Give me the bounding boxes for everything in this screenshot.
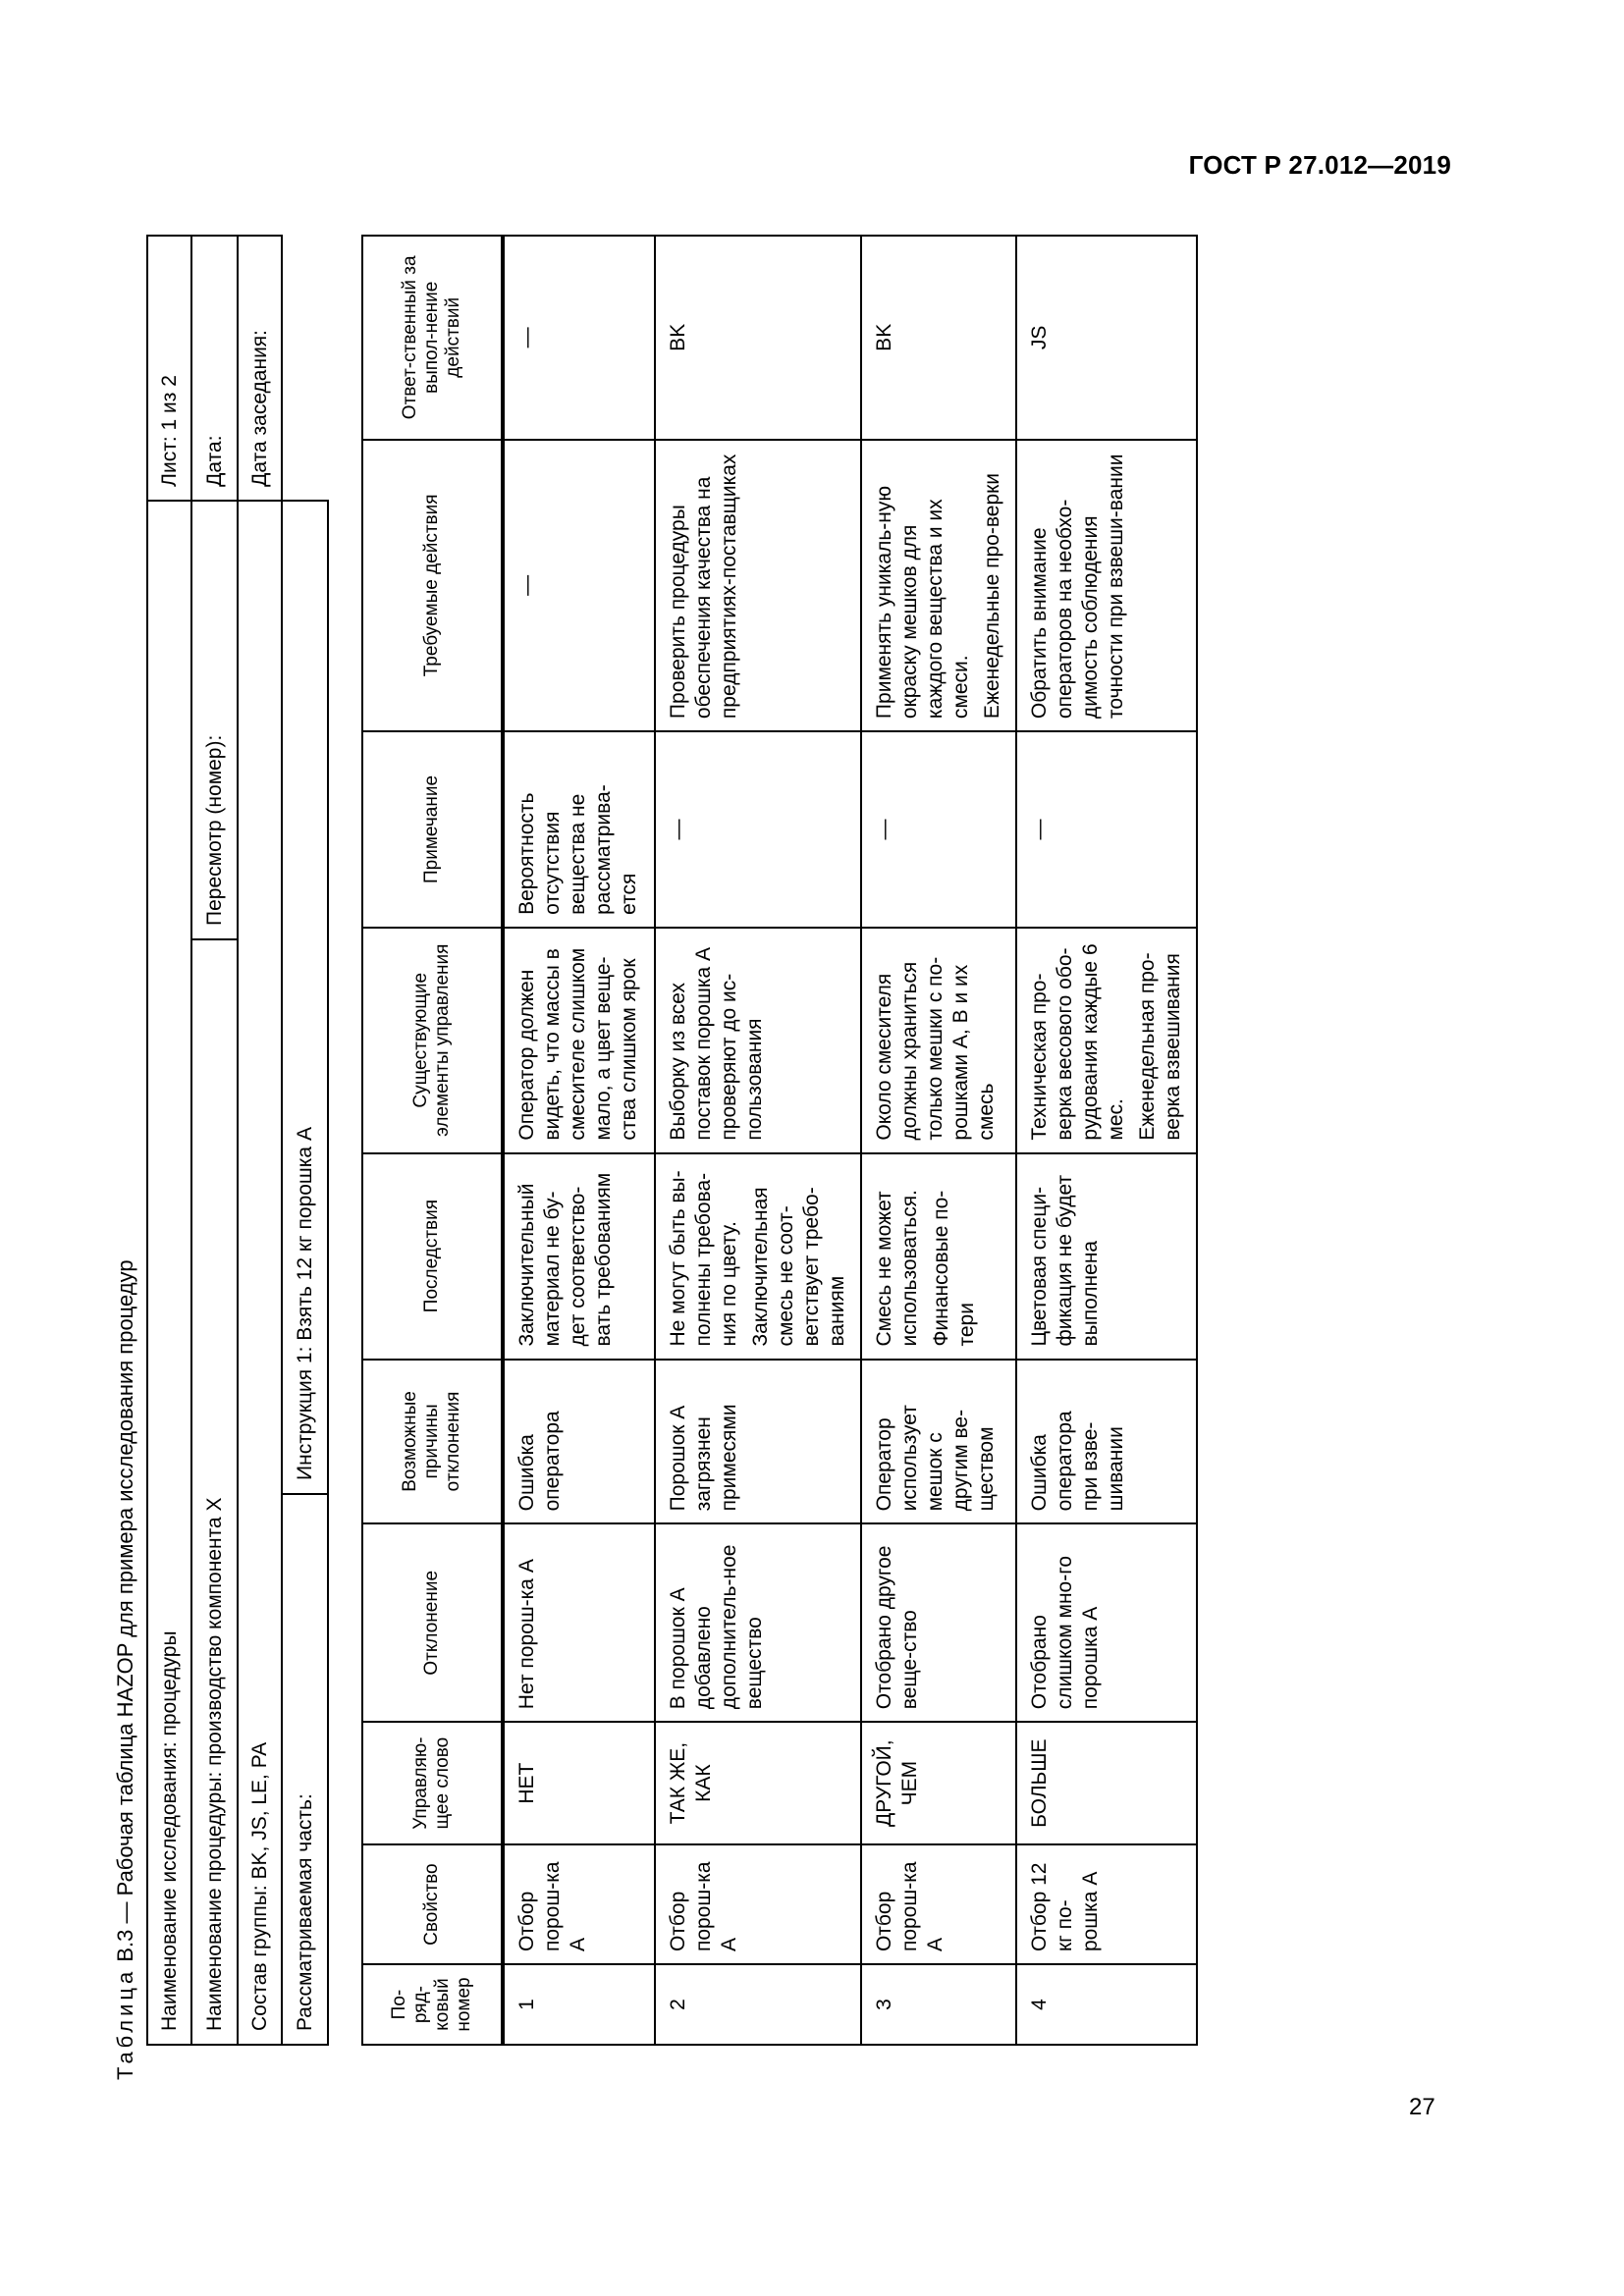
cell-consequences: Цветовая специ-фикация не будет выполнена <box>1016 1153 1197 1360</box>
cell-actions: Проверить процедуры обеспечения качества на предприятиях-поставщиках <box>655 440 861 731</box>
cell-responsible: BK <box>655 236 861 440</box>
cell-note: Вероятность отсутствия вещества не рассматрива-ется <box>503 731 655 928</box>
part-label: Рассматриваемая часть: <box>283 1494 327 2044</box>
consequence-line: Заключительная смесь не соот-ветствует требо-ваниям <box>749 1187 848 1347</box>
cell-guideword: ТАК ЖЕ, КАК <box>655 1722 861 1844</box>
cell-property: Отбор 12 кг по-рошка А <box>1016 1844 1197 1964</box>
cell-consequences: Заключительный материал не бу-дет соответство-вать требованиям <box>503 1153 655 1360</box>
cell-causes: Ошибка оператора <box>503 1360 655 1524</box>
cell-causes: Ошибка оператора при взве-шивании <box>1016 1360 1197 1524</box>
table-header-row <box>362 236 503 2045</box>
procedure-subtable <box>192 502 237 2044</box>
cell-num: 1 <box>503 1964 655 2045</box>
date-field: Дата: <box>191 236 238 501</box>
action-line: Применять уникаль-ную окраску мешков для каждого вещества и их смеси. <box>873 485 972 720</box>
col-header-causes: Возможные причины отклонения <box>362 1360 503 1524</box>
cell-note: — <box>655 731 861 928</box>
col-header-deviation: Отклонение <box>362 1523 503 1722</box>
caption-text: В.3 — Рабочая таблица HAZOP для примера исследования процедур <box>113 1259 137 1968</box>
caption-label: Таблица <box>113 1967 137 2080</box>
cell-controls <box>1016 928 1197 1153</box>
cell-causes: Оператор использует мешок с другим ве-ществом <box>861 1360 1016 1524</box>
cell-controls: Около смесителя должны храниться только мешки с по-рошками А, В и их смесь <box>861 928 1016 1153</box>
page-number: 27 <box>1409 2094 1435 2120</box>
cell-property: Отбор порош-ка А <box>503 1844 655 1964</box>
cell-actions: Обратить внимание операторов на необхо-димость соблюдения точности при взвеши-вании <box>1016 440 1197 731</box>
part-value: Инструкция 1: Взять 12 кг порошка А <box>293 1127 316 1480</box>
col-header-note: Примечание <box>362 731 503 928</box>
revision-number: Пересмотр (номер): <box>202 734 226 926</box>
rotated-table-container <box>113 235 1340 2080</box>
col-header-responsible: Ответ-ственный за выпол-нение действий <box>362 236 503 440</box>
table-caption <box>113 1259 138 2080</box>
action-line: Еженедельные про-верки <box>981 472 1003 720</box>
study-name: Наименование исследования: процедуры <box>147 501 191 2045</box>
cell-responsible: — <box>503 236 655 440</box>
meeting-date: Дата заседания: <box>238 236 282 501</box>
consequence-line: Смесь не может использоваться. <box>873 1190 921 1347</box>
consequence-line: Не могут быть вы-полнены требова-ния по цвету. <box>667 1170 740 1347</box>
cell-controls: Оператор должен видеть, что массы в смесителе слишком мало, а цвет веще-ства слишком ярок <box>503 928 655 1153</box>
sheet-info: Лист: 1 из 2 <box>147 236 191 501</box>
cell-deviation: Отобрано другое веще-ство <box>861 1523 1016 1722</box>
cell-responsible: BK <box>861 236 1016 440</box>
col-header-controls: Существующие элементы управления <box>362 928 503 1153</box>
cell-guideword: НЕТ <box>503 1722 655 1844</box>
control-line: Еженедельная про-верка взвешивания <box>1136 952 1184 1141</box>
blank-cell <box>282 236 328 501</box>
cell-note: — <box>1016 731 1197 928</box>
cell-property: Отбор порош-ка А <box>655 1844 861 1964</box>
cell-actions <box>861 440 1016 731</box>
cell-guideword: БОЛЬШЕ <box>1016 1722 1197 1844</box>
col-header-guideword: Управляю-щее слово <box>362 1722 503 1844</box>
table-row <box>1016 236 1197 2045</box>
table-row <box>861 236 1016 2045</box>
part-subtable <box>283 502 327 2044</box>
consequence-line: Финансовые по-тери <box>930 1190 978 1347</box>
cell-controls: Выборку из всех поставок порошка А проверяют до ис-пользования <box>655 928 861 1153</box>
cell-consequences <box>861 1153 1016 1360</box>
cell-deviation: Отобрано слишком мно-го порошка А <box>1016 1523 1197 1722</box>
hazop-table <box>361 235 1198 2046</box>
team-composition: Состав группы: BK, JS, LE, PA <box>238 501 282 2045</box>
cell-num: 3 <box>861 1964 1016 2045</box>
col-header-num: По-ряд-ковый номер <box>362 1964 503 2045</box>
cell-actions: — <box>503 440 655 731</box>
header-table <box>146 235 329 2046</box>
cell-num: 4 <box>1016 1964 1197 2045</box>
col-header-actions: Требуемые действия <box>362 440 503 731</box>
standard-number: ГОСТ Р 27.012—2019 <box>1188 150 1451 180</box>
table-row <box>655 236 861 2045</box>
cell-deviation: В порошок А добавлено дополнитель-ное вещество <box>655 1523 861 1722</box>
procedure-row <box>191 501 238 2045</box>
table-row <box>503 236 655 2045</box>
cell-property: Отбор порош-ка А <box>861 1844 1016 1964</box>
part-row <box>282 501 328 2045</box>
cell-deviation: Нет порош-ка А <box>503 1523 655 1722</box>
cell-note: — <box>861 731 1016 928</box>
cell-num: 2 <box>655 1964 861 2045</box>
control-line: Техническая про-верка весового обо-рудования каждые 6 мес. <box>1028 943 1127 1141</box>
col-header-consequences: Последствия <box>362 1153 503 1360</box>
cell-responsible: JS <box>1016 236 1197 440</box>
cell-consequences <box>655 1153 861 1360</box>
cell-guideword: ДРУГОЙ, ЧЕМ <box>861 1722 1016 1844</box>
col-header-property: Свойство <box>362 1844 503 1964</box>
cell-causes: Порошок А загрязнен примесями <box>655 1360 861 1524</box>
procedure-name: Наименование процедуры: производство компонента X <box>192 939 237 2044</box>
